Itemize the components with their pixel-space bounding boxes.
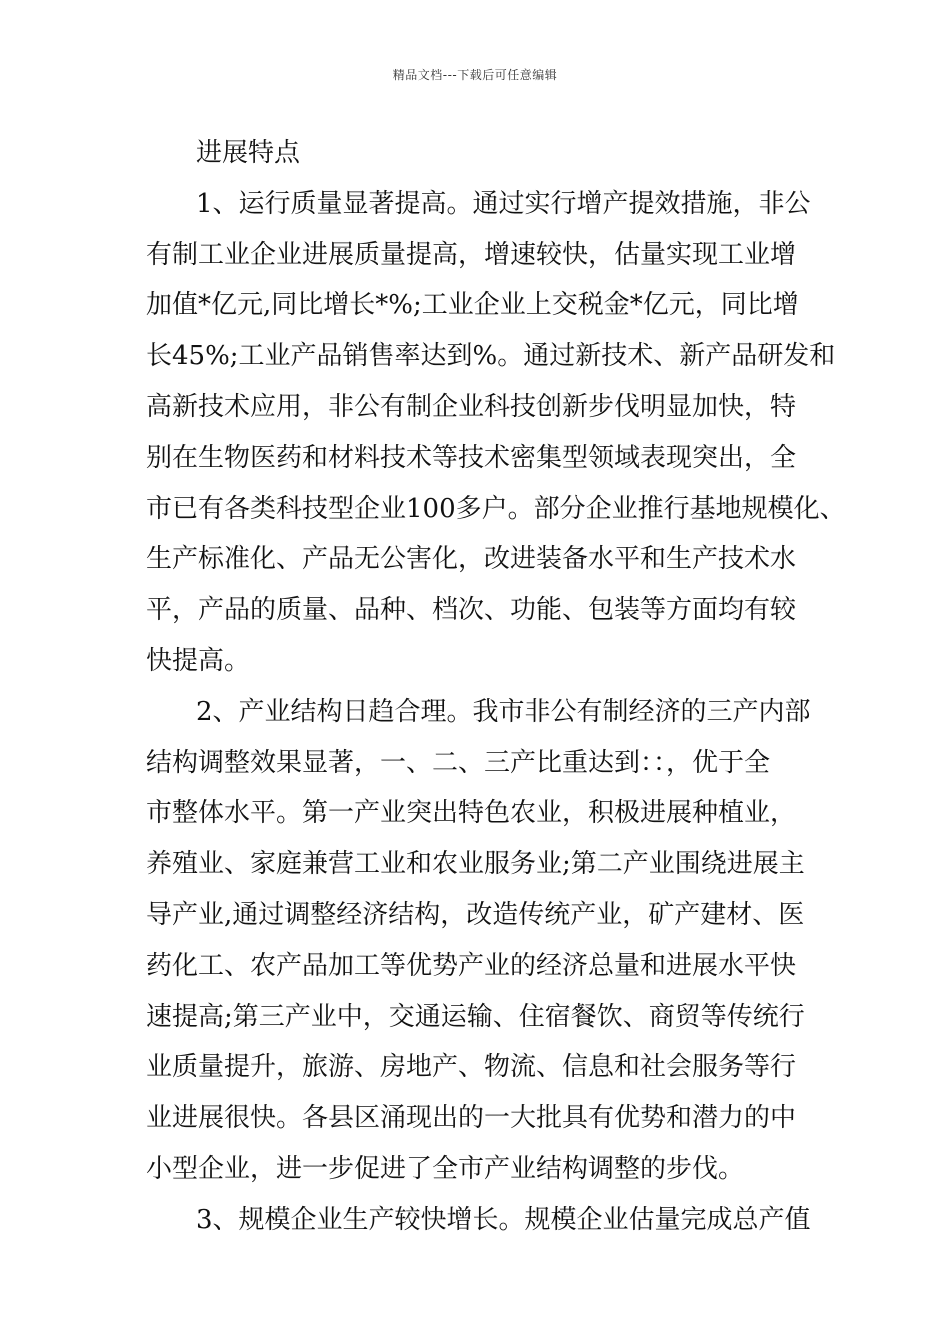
paragraph-line: 有制工业企业进展质量提高，增速较快，估量实现工业增 (146, 239, 797, 270)
paragraph-line: 长45%;工业产品销售率达到%。通过新技术、新产品研发和 (146, 341, 836, 372)
paragraph-line: 平，产品的质量、品种、档次、功能、包装等方面均有较 (146, 595, 797, 626)
paragraph-line: 高新技术应用，非公有制企业科技创新步伐明显加快，特 (146, 391, 797, 422)
header-watermark: 精品文档---下载后可任意编辑 (392, 68, 558, 82)
paragraph-line: 1、运行质量显著提高。通过实行增产提效措施，非公 (196, 188, 811, 219)
paragraph-line: 生产标准化、产品无公害化，改进装备水平和生产技术水 (146, 544, 797, 575)
paragraph-line: 小型企业，进一步促进了全市产业结构调整的步伐。 (146, 1153, 745, 1184)
paragraph-line: 养殖业、家庭兼营工业和农业服务业;第二产业围绕进展主 (146, 849, 805, 880)
paragraph-line: 快提高。 (146, 645, 251, 676)
paragraph-line: 导产业,通过调整经济结构，改造传统产业，矿产建材、医 (146, 899, 805, 930)
document-body (146, 128, 846, 1246)
paragraph-line: 别在生物医药和材料技术等技术密集型领域表现突出，全 (146, 442, 797, 473)
paragraph-line: 加值*亿元,同比增长*%;工业企业上交税金*亿元，同比增 (146, 290, 799, 321)
paragraph-line: 速提高;第三产业中，交通运输、住宿餐饮、商贸等传统行 (146, 1001, 805, 1032)
paragraph-line: 结构调整效果显著，一、二、三产比重达到：：，优于全 (146, 747, 771, 778)
section-heading: 进展特点 (196, 138, 301, 168)
paragraph-line: 3、规模企业生产较快增长。规模企业估量完成总产值 (196, 1204, 811, 1235)
paragraph-line: 业质量提升，旅游、房地产、物流、信息和社会服务等行 (146, 1052, 797, 1083)
paragraph-line: 2、产业结构日趋合理。我市非公有制经济的三产内部 (196, 696, 811, 727)
paragraph-line: 市整体水平。第一产业突出特色农业，积极进展种植业， (146, 798, 797, 829)
paragraph-line: 市已有各类科技型企业100多户。部分企业推行基地规模化、 (146, 493, 846, 524)
paragraph-line: 业进展很快。各县区涌现出的一大批具有优势和潜力的中 (146, 1103, 797, 1134)
paragraph-line: 药化工、农产品加工等优势产业的经济总量和进展水平快 (146, 950, 797, 981)
